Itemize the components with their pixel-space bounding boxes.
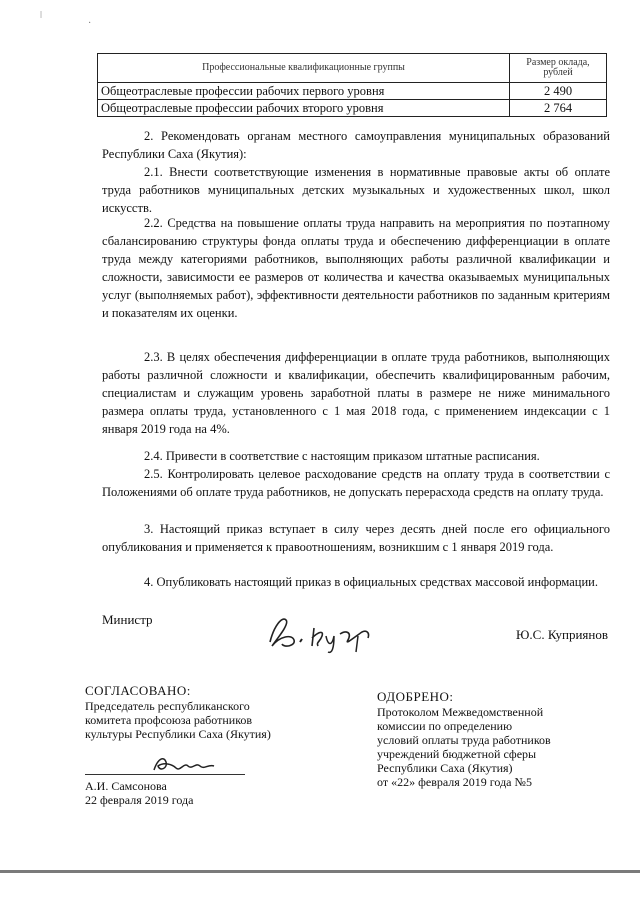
table-header-salary: Размер оклада, рублей: [510, 54, 607, 83]
table-cell-group: Общеотраслевые профессии рабочих второго уровня: [98, 100, 510, 117]
scan-mark: ǀ: [40, 10, 43, 21]
paragraph-2-3: 2.3. В целях обеспечения дифференциации в оплате труда работников, выполняющих работы различной сложности и квалификации, обеспечить квалифицированным рабочим, специалистам и служащим уровень заработной платы в размере не ниже минимального размера оплаты труда, установленного с 1 мая 2018 года, с применением индексации с 1 января 2019 года на 4%.: [102, 350, 610, 436]
table-cell-group: Общеотраслевые профессии рабочих первого уровня: [98, 83, 510, 100]
scan-edge: [0, 870, 640, 873]
agreed-line: культуры Республики Саха (Якутия): [85, 727, 271, 741]
approved-heading: ОДОБРЕНО:: [377, 689, 454, 704]
paragraph-3: 3. Настоящий приказ вступает в силу через десять дней после его официального опубликования и применяется к правоотношениям, возникшим с 1 января 2019 года.: [102, 522, 610, 554]
table-header-row: [98, 54, 607, 83]
table-cell-salary: 2 490: [510, 83, 607, 100]
agreed-block: [85, 684, 271, 741]
approved-line: Протоколом Межведомственной: [377, 705, 544, 719]
approved-line: комиссии по определению: [377, 719, 513, 733]
signatory-name: Ю.С. Куприянов: [516, 627, 608, 642]
agreed-date: 22 февраля 2019 года: [85, 793, 194, 807]
signatory-title: Министр: [102, 612, 153, 627]
approved-line: условий оплаты труда работников: [377, 733, 551, 747]
approved-line: учреждений бюджетной сферы: [377, 747, 537, 761]
agreed-line: Председатель республиканского: [85, 699, 250, 713]
approved-line: от «22» февраля 2019 года №5: [377, 775, 532, 789]
scan-mark: ·: [88, 18, 92, 29]
paragraph-2: 2. Рекомендовать органам местного самоуправления муниципальных образований Республики Саха (Якутия):: [102, 129, 610, 161]
table-header-group: Профессиональные квалификационные группы: [98, 54, 510, 83]
table-cell-salary: 2 764: [510, 100, 607, 117]
agreed-name: А.И. Самсонова: [85, 779, 167, 793]
signature-line: [85, 774, 245, 775]
samsonova-signature: [150, 752, 230, 781]
approved-line: Республики Саха (Якутия): [377, 761, 513, 775]
paragraph-2-1: 2.1. Внести соответствующие изменения в нормативные правовые акты об оплате труда работников муниципальных детских музыкальных и художественных школ, школ искусств.: [102, 165, 610, 215]
agreed-heading: СОГЛАСОВАНО:: [85, 683, 191, 698]
approved-block: [377, 690, 551, 789]
paragraph-4: 4. Опубликовать настоящий приказ в официальных средствах массовой информации.: [144, 575, 598, 589]
qualification-table: [97, 53, 607, 117]
table-row: [98, 83, 607, 100]
agreed-line: комитета профсоюза работников: [85, 713, 253, 727]
paragraph-2-5: 2.5. Контролировать целевое расходование средств на оплату труда в соответствии с Положениями об оплате труда работников, не допускать перерасхода средств на оплату труда.: [102, 467, 610, 499]
table-row: [98, 100, 607, 117]
minister-signature: [262, 606, 392, 661]
paragraph-2-4: 2.4. Привести в соответствие с настоящим приказом штатные расписания.: [144, 449, 540, 463]
agreed-signatory: [85, 779, 193, 807]
paragraph-2-2: 2.2. Средства на повышение оплаты труда направить на мероприятия по поэтапному сбалансированию структуры фонда оплаты труда и обеспечению дифференциации в оплате труда между категориями работников, выполняющих работы различной квалификации и сложности, зависимости ее размеров от количества и качества оказываемых муниципальных услуг (выполняемых работ), эффективности деятельности работников по заданным критериям и показателям их оценки.: [102, 216, 610, 320]
